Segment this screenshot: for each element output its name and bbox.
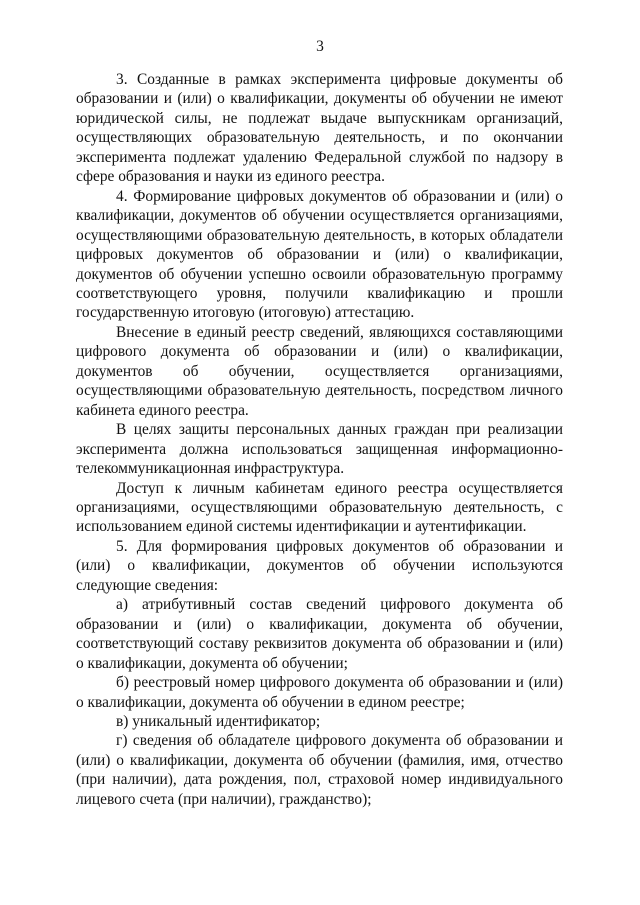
paragraph-item-5: 5. Для формирования цифровых документов об образовании и (или) о квалификации, документов об обучении используются следующие сведения: <box>76 537 563 594</box>
paragraph-registry-entry: Внесение в единый реестр сведений, являющихся составляющими цифрового документа об образовании и (или) о квалификации, документов об обучении, осуществляется организациями, осуществляющими образовательную деятельность, посредством личного кабинета единого реестра. <box>76 323 563 419</box>
paragraph-data-protection: В целях защиты персональных данных граждан при реализации эксперимента должна использоваться защищенная информационно-телекоммуникационная инфраструктура. <box>76 421 563 478</box>
paragraph-item-4: 4. Формирование цифровых документов об образовании и (или) о квалификации, документов об обучении осуществляется организациями, осуществляющими образовательную деятельность, в которых обладатели цифровых документов об образовании и (или) о квалификации, документов об обучении успешно освоили образовательную программу соответствующего уровня, получили квалификацию и прошли государственную итоговую (итоговую) аттестацию. <box>76 187 563 322</box>
paragraph-item-3: 3. Созданные в рамках эксперимента цифровые документы об образовании и (или) о квалификации, документы об обучении не имеют юридической силы, не подлежат выдаче выпускникам организаций, осуществляющих образовательную деятельность, и по окончании эксперимента подлежат удалению Федеральной службой по надзору в сфере образования и науки из единого реестра. <box>76 71 563 186</box>
list-item-v: в) уникальный идентификатор; <box>116 712 321 730</box>
list-item-a: а) атрибутивный состав сведений цифрового документа об образовании и (или) о квалификации, документа об обучении, соответствующий составу реквизитов документа об образовании и (или) о квалификации, документа об обучении; <box>76 596 563 672</box>
page-number: 3 <box>316 38 324 55</box>
list-item-g: г) сведения об обладателе цифрового документа об образовании и (или) о квалификации, документа об обучении (фамилия, имя, отчество (при наличии), дата рождения, пол, страховой номер индивидуального лицевого счета (при наличии), гражданство); <box>76 732 563 808</box>
document-body <box>76 70 563 809</box>
paragraph-cabinet-access: Доступ к личным кабинетам единого реестра осуществляется организациями, осуществляющими образовательную деятельность, с использованием единой системы идентификации и аутентификации. <box>76 479 563 536</box>
list-item-b: б) реестровый номер цифрового документа об образовании и (или) о квалификации, документа об обучении в едином реестре; <box>76 674 563 711</box>
